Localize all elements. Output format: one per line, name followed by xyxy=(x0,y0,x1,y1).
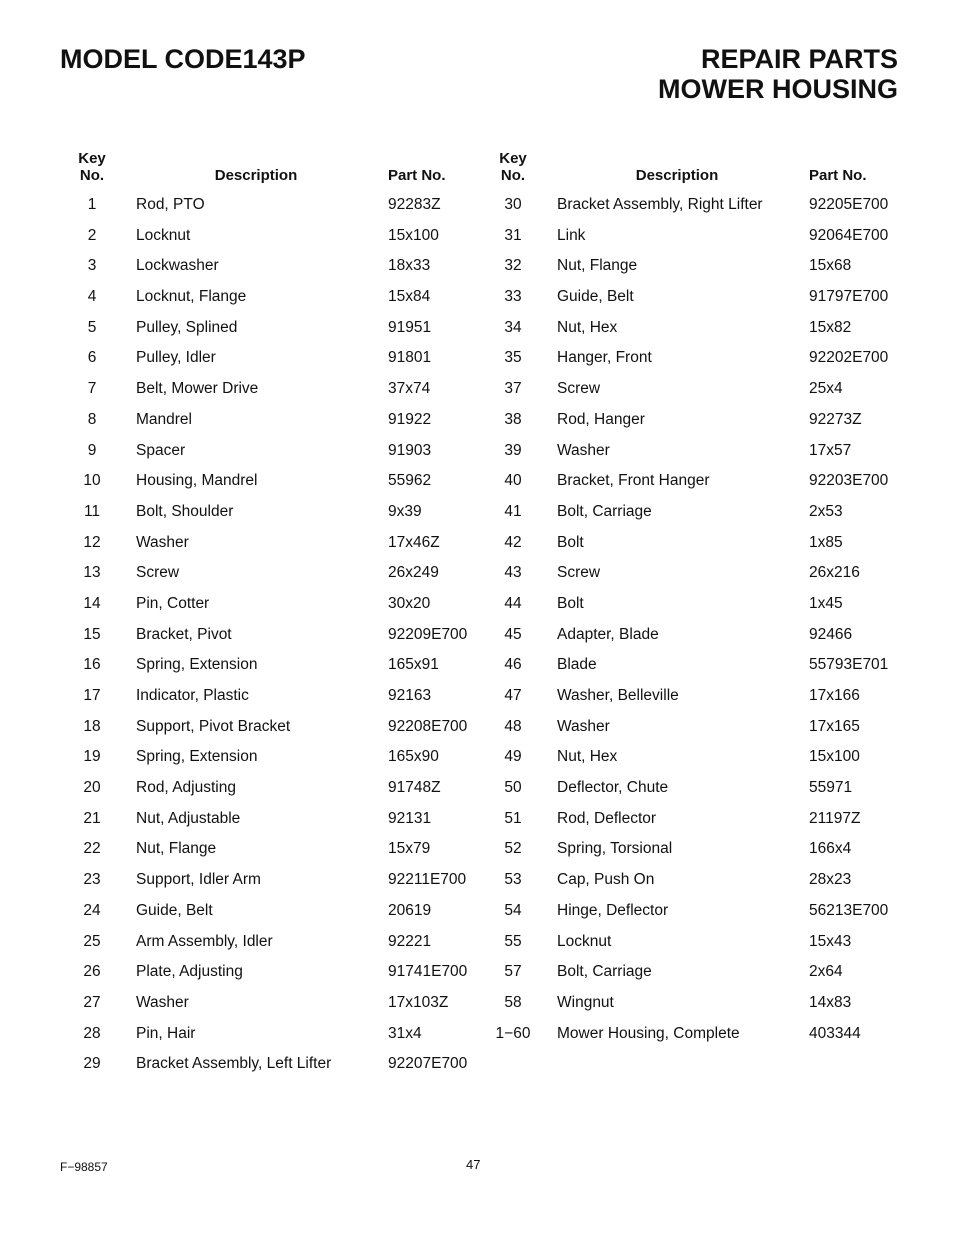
table-row xyxy=(62,466,482,497)
description-cell: Screw xyxy=(557,564,601,582)
key-no-cell: 23 xyxy=(83,871,101,889)
part-no-cell: 92202E700 xyxy=(809,349,889,367)
part-no-cell: 2x53 xyxy=(809,502,843,520)
description-cell: Mandrel xyxy=(136,410,192,428)
description-cell: Locknut xyxy=(136,226,191,244)
table-row xyxy=(483,957,903,988)
table-row xyxy=(483,650,903,681)
part-no-cell: 17x103Z xyxy=(388,993,449,1011)
key-no-cell: 22 xyxy=(83,840,101,858)
part-no-cell: 91741E700 xyxy=(388,963,468,981)
key-no-cell: 19 xyxy=(83,748,101,766)
description-cell: Guide, Belt xyxy=(557,288,634,306)
key-no-cell: 37 xyxy=(504,380,522,398)
part-no-cell: 17x46Z xyxy=(388,533,440,551)
table-row xyxy=(483,834,903,865)
description-cell: Nut, Hex xyxy=(557,318,618,336)
part-no-cell: 28x23 xyxy=(809,871,852,889)
key-no-cell: 18 xyxy=(83,717,101,735)
key-no-cell: 6 xyxy=(87,349,97,367)
description-cell: Bolt, Carriage xyxy=(557,502,652,520)
key-no-cell: 48 xyxy=(504,717,522,735)
key-no-cell: 11 xyxy=(83,502,101,520)
description-cell: Blade xyxy=(557,656,597,674)
key-no-cell: 57 xyxy=(504,963,522,981)
table-row xyxy=(62,834,482,865)
key-no-cell: 43 xyxy=(504,564,522,582)
part-no-cell: 21197Z xyxy=(809,809,861,827)
table-row xyxy=(62,497,482,528)
table-row xyxy=(483,896,903,927)
part-no-cell: 92283Z xyxy=(388,196,441,213)
table-row xyxy=(483,405,903,436)
part-no-cell: 91748Z xyxy=(388,779,441,797)
key-no-cell: 15 xyxy=(83,625,101,643)
table-row xyxy=(62,221,482,252)
part-no-cell: 2x64 xyxy=(809,963,843,981)
table-row xyxy=(62,190,482,221)
table-body xyxy=(483,190,903,1049)
table-row xyxy=(62,712,482,743)
key-no-cell: 44 xyxy=(504,594,522,612)
table-row xyxy=(483,282,903,313)
table-row xyxy=(483,466,903,497)
section-title-line-2: MOWER HOUSING xyxy=(658,74,898,104)
part-no-header: Part No. xyxy=(809,167,867,184)
key-no-cell: 3 xyxy=(87,257,97,275)
part-no-cell: 91797E700 xyxy=(809,288,889,306)
table-row xyxy=(62,343,482,374)
part-no-cell: 165x90 xyxy=(388,748,439,766)
section-title xyxy=(658,44,898,104)
description-cell: Bracket Assembly, Right Lifter xyxy=(557,196,763,213)
key-no-cell: 12 xyxy=(83,533,101,551)
key-no-cell: 27 xyxy=(83,993,101,1011)
table-row xyxy=(483,374,903,405)
key-no-cell: 30 xyxy=(504,196,522,213)
part-no-cell: 92131 xyxy=(388,809,432,827)
description-cell: Screw xyxy=(136,564,180,582)
description-cell: Screw xyxy=(557,380,601,398)
description-cell: Pulley, Idler xyxy=(136,349,216,367)
part-no-cell: 56213E700 xyxy=(809,901,889,919)
description-cell: Locknut xyxy=(557,932,612,950)
table-header xyxy=(62,150,482,190)
description-cell: Washer xyxy=(557,441,610,459)
description-cell: Washer xyxy=(557,717,610,735)
part-no-cell: 15x84 xyxy=(388,288,431,306)
description-cell: Rod, Hanger xyxy=(557,410,645,428)
part-no-cell: 91801 xyxy=(388,349,432,367)
description-cell: Bolt xyxy=(557,533,584,551)
description-cell: Bolt, Shoulder xyxy=(136,502,234,520)
key-no-cell: 8 xyxy=(87,410,97,428)
table-row xyxy=(483,681,903,712)
key-no-cell: 46 xyxy=(504,656,522,674)
key-no-cell: 47 xyxy=(504,687,522,704)
key-no-cell: 10 xyxy=(83,472,101,490)
part-no-cell: 92273Z xyxy=(809,410,862,428)
key-no-cell: 25 xyxy=(83,932,101,950)
description-cell: Guide, Belt xyxy=(136,901,213,919)
table-header xyxy=(483,150,903,190)
description-cell: Bracket Assembly, Left Lifter xyxy=(136,1055,332,1073)
description-cell: Spacer xyxy=(136,441,186,459)
part-no-cell: 91922 xyxy=(388,410,432,428)
part-no-cell: 15x82 xyxy=(809,318,852,336)
table-row xyxy=(62,1019,482,1050)
section-title-line-1: REPAIR PARTS xyxy=(700,44,898,74)
description-cell: Belt, Mower Drive xyxy=(136,380,259,398)
table-row xyxy=(483,804,903,835)
part-no-cell: 25x4 xyxy=(809,380,843,398)
key-no-cell: 55 xyxy=(504,932,522,950)
key-no-cell: 54 xyxy=(504,901,522,919)
table-row xyxy=(62,282,482,313)
table-row xyxy=(483,343,903,374)
key-no-cell: 38 xyxy=(504,410,522,428)
description-cell: Bolt, Carriage xyxy=(557,963,652,981)
table-row xyxy=(62,1049,482,1080)
key-no-cell: 32 xyxy=(504,257,522,275)
key-no-cell: 39 xyxy=(504,441,522,459)
key-no-cell: 5 xyxy=(87,318,97,336)
parts-table-left xyxy=(62,150,482,1080)
table-row xyxy=(483,251,903,282)
part-no-cell: 17x57 xyxy=(809,441,852,459)
table-row xyxy=(62,896,482,927)
table-row xyxy=(62,620,482,651)
table-row xyxy=(483,558,903,589)
description-cell: Pin, Cotter xyxy=(136,594,210,612)
table-row xyxy=(483,313,903,344)
table-row xyxy=(62,927,482,958)
table-row xyxy=(62,528,482,559)
part-no-cell: 15x43 xyxy=(809,932,852,950)
description-cell: Bracket, Front Hanger xyxy=(557,472,710,490)
part-no-header: Part No. xyxy=(388,167,446,184)
part-no-cell: 1x85 xyxy=(809,533,843,551)
table-row xyxy=(483,712,903,743)
table-row xyxy=(62,558,482,589)
key-no-cell: 34 xyxy=(504,318,522,336)
key-no-cell: 13 xyxy=(83,564,101,582)
key-no-cell: 53 xyxy=(504,871,522,889)
key-no-cell: 40 xyxy=(504,472,522,490)
part-no-cell: 92203E700 xyxy=(809,472,889,490)
table-row xyxy=(62,865,482,896)
table-row xyxy=(483,436,903,467)
description-cell: Lockwasher xyxy=(136,257,219,275)
part-no-cell: 37x74 xyxy=(388,380,431,398)
part-no-cell: 92064E700 xyxy=(809,226,889,244)
description-cell: Washer xyxy=(136,993,189,1011)
part-no-cell: 55962 xyxy=(388,472,432,490)
description-cell: Nut, Flange xyxy=(557,257,638,275)
table-row xyxy=(62,313,482,344)
table-row xyxy=(62,251,482,282)
key-no-cell: 52 xyxy=(504,840,522,858)
table-row xyxy=(483,497,903,528)
key-no-cell: 28 xyxy=(83,1024,101,1042)
description-cell: Spring, Extension xyxy=(136,748,258,766)
key-no-cell: 35 xyxy=(504,349,522,367)
table-row xyxy=(483,988,903,1019)
description-cell: Spring, Torsional xyxy=(557,840,673,858)
key-no-cell: 17 xyxy=(83,687,101,704)
description-cell: Mower Housing, Complete xyxy=(557,1024,740,1042)
part-no-cell: 92208E700 xyxy=(388,717,468,735)
part-no-cell: 92207E700 xyxy=(388,1055,468,1073)
part-no-cell: 92221 xyxy=(388,932,432,950)
table-row xyxy=(62,681,482,712)
description-cell: Hinge, Deflector xyxy=(557,901,669,919)
part-no-cell: 403344 xyxy=(809,1024,861,1042)
key-no-cell: 4 xyxy=(87,288,97,306)
part-no-cell: 1x45 xyxy=(809,594,843,612)
key-no-cell: 14 xyxy=(83,594,101,612)
part-no-cell: 26x249 xyxy=(388,564,439,582)
description-cell: Pulley, Splined xyxy=(136,318,238,336)
part-no-cell: 26x216 xyxy=(809,564,860,582)
description-cell: Bolt xyxy=(557,594,584,612)
key-no-cell: 16 xyxy=(83,656,101,674)
description-cell: Cap, Push On xyxy=(557,871,655,889)
part-no-cell: 92209E700 xyxy=(388,625,468,643)
part-no-cell: 15x79 xyxy=(388,840,431,858)
description-cell: Rod, Deflector xyxy=(557,809,657,827)
table-row xyxy=(483,1019,903,1050)
key-no-cell: 7 xyxy=(87,380,97,398)
key-no-cell: 21 xyxy=(83,809,101,827)
description-header: Description xyxy=(214,167,298,184)
description-cell: Nut, Flange xyxy=(136,840,217,858)
part-no-cell: 92211E700 xyxy=(388,871,467,889)
form-code: F−98857 xyxy=(60,1160,108,1174)
key-no-cell: 45 xyxy=(504,625,522,643)
description-cell: Adapter, Blade xyxy=(557,625,659,643)
table-row xyxy=(483,221,903,252)
model-title: MODEL CODE143P xyxy=(60,44,306,74)
part-no-cell: 55793E701 xyxy=(809,656,889,674)
part-no-cell: 18x33 xyxy=(388,257,431,275)
table-row xyxy=(62,374,482,405)
part-no-cell: 17x166 xyxy=(809,687,860,704)
part-no-cell: 92163 xyxy=(388,687,432,704)
part-no-cell: 17x165 xyxy=(809,717,860,735)
description-cell: Arm Assembly, Idler xyxy=(136,932,273,950)
key-no-cell: 50 xyxy=(504,779,522,797)
key-no-cell: 1 xyxy=(87,196,97,213)
description-cell: Hanger, Front xyxy=(557,349,652,367)
description-cell: Housing, Mandrel xyxy=(136,472,258,490)
part-no-cell: 15x100 xyxy=(388,226,439,244)
description-cell: Indicator, Plastic xyxy=(136,687,249,704)
table-body xyxy=(62,190,482,1080)
table-row xyxy=(483,773,903,804)
table-row xyxy=(62,589,482,620)
description-cell: Bracket, Pivot xyxy=(136,625,232,643)
part-no-cell: 15x100 xyxy=(809,748,860,766)
key-no-cell: 58 xyxy=(504,993,522,1011)
key-no-cell: 51 xyxy=(504,809,522,827)
key-no-cell: 41 xyxy=(504,502,522,520)
part-no-cell: 91951 xyxy=(388,318,432,336)
key-no-cell: 29 xyxy=(83,1055,101,1073)
part-no-cell: 92466 xyxy=(809,625,853,643)
table-row xyxy=(483,865,903,896)
key-no-cell: 2 xyxy=(87,226,97,244)
part-no-cell: 92205E700 xyxy=(809,196,889,213)
table-row xyxy=(483,589,903,620)
description-cell: Spring, Extension xyxy=(136,656,258,674)
description-cell: Washer xyxy=(136,533,189,551)
table-row xyxy=(62,804,482,835)
key-no-cell: 20 xyxy=(83,779,101,797)
key-no-header: Key No. xyxy=(78,150,106,184)
key-no-cell: 42 xyxy=(504,533,522,551)
description-cell: Support, Idler Arm xyxy=(136,871,261,889)
table-row xyxy=(483,742,903,773)
part-no-cell: 14x83 xyxy=(809,993,852,1011)
table-row xyxy=(62,436,482,467)
part-no-cell: 20619 xyxy=(388,901,432,919)
table-row xyxy=(483,620,903,651)
description-cell: Deflector, Chute xyxy=(557,779,669,797)
key-no-cell: 1−60 xyxy=(495,1024,531,1042)
key-no-cell: 26 xyxy=(83,963,101,981)
key-no-cell: 24 xyxy=(83,901,101,919)
key-no-cell: 31 xyxy=(504,226,522,244)
key-no-cell: 49 xyxy=(504,748,522,766)
table-row xyxy=(483,190,903,221)
table-row xyxy=(483,927,903,958)
table-row xyxy=(62,773,482,804)
table-row xyxy=(62,405,482,436)
description-header: Description xyxy=(635,167,719,184)
description-cell: Link xyxy=(557,226,586,244)
description-cell: Locknut, Flange xyxy=(136,288,247,306)
description-cell: Plate, Adjusting xyxy=(136,963,243,981)
part-no-cell: 165x91 xyxy=(388,656,439,674)
parts-table-right xyxy=(483,150,903,1049)
description-cell: Rod, Adjusting xyxy=(136,779,236,797)
description-cell: Rod, PTO xyxy=(136,196,205,213)
description-cell: Pin, Hair xyxy=(136,1024,196,1042)
part-no-cell: 30x20 xyxy=(388,594,431,612)
description-cell: Nut, Adjustable xyxy=(136,809,241,827)
part-no-cell: 91903 xyxy=(388,441,432,459)
description-cell: Wingnut xyxy=(557,993,614,1011)
part-no-cell: 15x68 xyxy=(809,257,852,275)
table-row xyxy=(62,650,482,681)
table-row xyxy=(62,742,482,773)
description-cell: Nut, Hex xyxy=(557,748,618,766)
table-row xyxy=(62,957,482,988)
part-no-cell: 31x4 xyxy=(388,1024,422,1042)
part-no-cell: 166x4 xyxy=(809,840,852,858)
key-no-cell: 9 xyxy=(87,441,97,459)
part-no-cell: 55971 xyxy=(809,779,853,797)
table-row xyxy=(62,988,482,1019)
page-number: 47 xyxy=(466,1157,481,1172)
description-cell: Support, Pivot Bracket xyxy=(136,717,291,735)
table-row xyxy=(483,528,903,559)
description-cell: Washer, Belleville xyxy=(557,687,679,704)
part-no-cell: 9x39 xyxy=(388,502,422,520)
key-no-header: Key No. xyxy=(499,150,527,184)
key-no-cell: 33 xyxy=(504,288,522,306)
